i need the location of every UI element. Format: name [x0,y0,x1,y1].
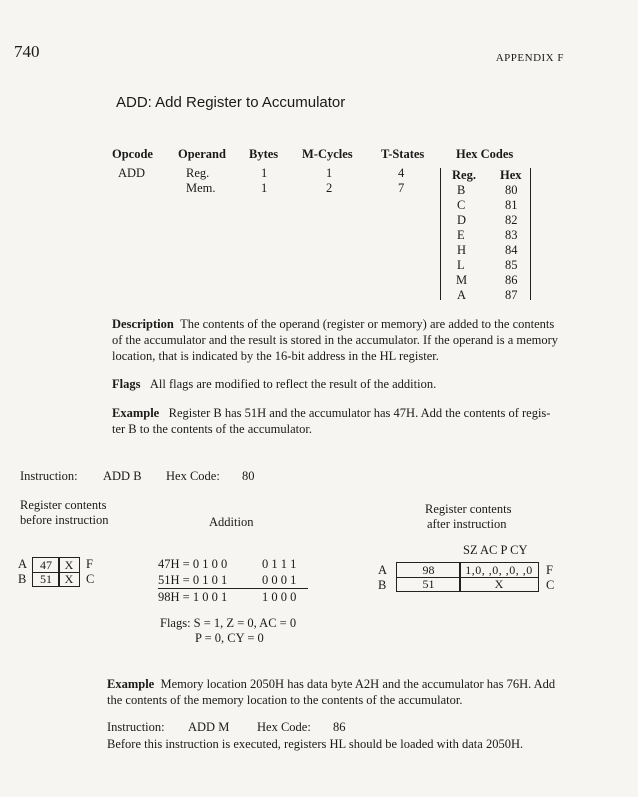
instruction1-hex-label: Hex Code: [166,469,220,483]
after-title-line2: after instruction [427,517,507,531]
hex-reg: D [457,213,467,227]
col-bytes-header: Bytes [249,147,279,161]
after-a-value: 98 [396,562,461,578]
after-title-line1: Register contents [425,502,512,516]
instruction2-label: Instruction: [107,720,165,734]
tstates-reg: 4 [398,166,405,180]
mcycles-reg: 1 [326,166,333,180]
operand-reg: Reg. [186,166,210,180]
after-flag-f: F [546,563,553,577]
hex-reg: B [457,183,466,197]
bytes-reg: 1 [261,166,268,180]
hex-value: 83 [505,228,518,242]
running-header: APPENDIX F [495,52,564,64]
before-b-flags: X [58,572,80,587]
hex-table-left-rule [440,168,441,300]
instruction1-mnemonic: ADD B [103,469,142,483]
before-a-value: 47 [32,557,60,573]
instruction1-hex: 80 [242,469,255,483]
hex-value: 84 [505,243,518,257]
example1-paragraph [112,405,562,437]
hex-value: 80 [505,183,518,197]
hex-reg: E [457,228,465,242]
description-text: The contents of the operand (register or memory) are added to the contents of the accumulator and the result is stored in the accumulator. If the operand is a memory location, that is indicated by the 16-bit address in the HL register. [112,317,559,363]
page-number: 740 [14,42,40,61]
before-b-value: 51 [32,572,60,587]
addition-line1-right: 0 1 1 1 [262,557,297,571]
addition-line3-left: 98H = 1 0 0 1 [158,590,228,604]
hex-reg: A [457,288,467,302]
mcycles-mem: 2 [326,181,333,195]
after-b-flags: X [459,577,539,592]
col-opcode-header: Opcode [112,147,153,161]
hex-value: 85 [505,258,518,272]
addition-flags-line1: Flags: S = 1, Z = 0, AC = 0 [160,616,297,630]
hex-reg: M [456,273,468,287]
col-tstates-header: T-States [381,147,425,161]
col-hexcodes-header: Hex Codes [456,147,514,161]
after-a-flags: 1,0, ,0, ,0, ,0 [459,562,539,578]
page-title: ADD: Add Register to Accumulator [116,94,346,111]
final-note: Before this instruction is executed, registers HL should be loaded with data 2050H. [107,737,524,751]
example2-paragraph [107,676,562,708]
before-flag-f: F [86,557,93,571]
addition-line1-left: 47H = 0 1 0 0 [158,557,228,571]
addition-sum-rule [158,588,308,589]
hex-value: 86 [505,273,518,287]
example1-text: Register B has 51H and the accumulator has 47H. Add the contents of regis- ter B to the contents of the accumulator. [112,406,551,436]
col-mcycles-header: M-Cycles [302,147,353,161]
before-a-flags: X [58,557,80,573]
instruction2-hex-label: Hex Code: [257,720,311,734]
addition-title: Addition [209,515,254,529]
tstates-mem: 7 [398,181,405,195]
example2-text: Memory location 2050H has data byte A2H and the accumulator has 76H. Add the contents of the memory location to the contents of the accumulator. [107,677,556,707]
before-title-line1: Register contents [20,498,107,512]
opcode-value: ADD [118,166,146,180]
hex-reg-header: Reg. [452,168,476,182]
before-flag-c: C [86,572,95,586]
instruction2-mnemonic: ADD M [188,720,230,734]
before-reg-b: B [18,572,27,586]
hex-table-right-rule [530,168,531,300]
col-operand-header: Operand [178,147,226,161]
addition-line2-right: 0 0 0 1 [262,573,297,587]
hex-value: 81 [505,198,518,212]
hex-value: 82 [505,213,518,227]
example1-label: Example [112,406,160,420]
after-b-value: 51 [396,577,461,592]
addition-line3-right: 1 0 0 0 [262,590,297,604]
hex-value: 87 [505,288,518,302]
operand-mem: Mem. [186,181,216,195]
flags-label: Flags [112,377,141,391]
addition-line2-left: 51H = 0 1 0 1 [158,573,228,587]
hex-reg: C [457,198,466,212]
flags-paragraph [112,376,562,392]
after-flag-header: SZ AC P CY [463,543,528,557]
hex-reg: L [457,258,465,272]
flags-text: All flags are modified to reflect the result of the addition. [149,377,437,391]
example2-label: Example [107,677,155,691]
before-title-line2: before instruction [20,513,109,527]
instruction1-label: Instruction: [20,469,78,483]
hex-hex-header: Hex [500,168,522,182]
bytes-mem: 1 [261,181,268,195]
after-reg-a: A [378,563,388,577]
after-flag-c: C [546,578,555,592]
after-reg-b: B [378,578,387,592]
hex-reg: H [457,243,467,257]
description-label: Description [112,317,174,331]
description-paragraph [112,316,562,364]
instruction2-hex: 86 [333,720,346,734]
addition-flags-line2: P = 0, CY = 0 [195,631,264,645]
before-reg-a: A [18,557,28,571]
